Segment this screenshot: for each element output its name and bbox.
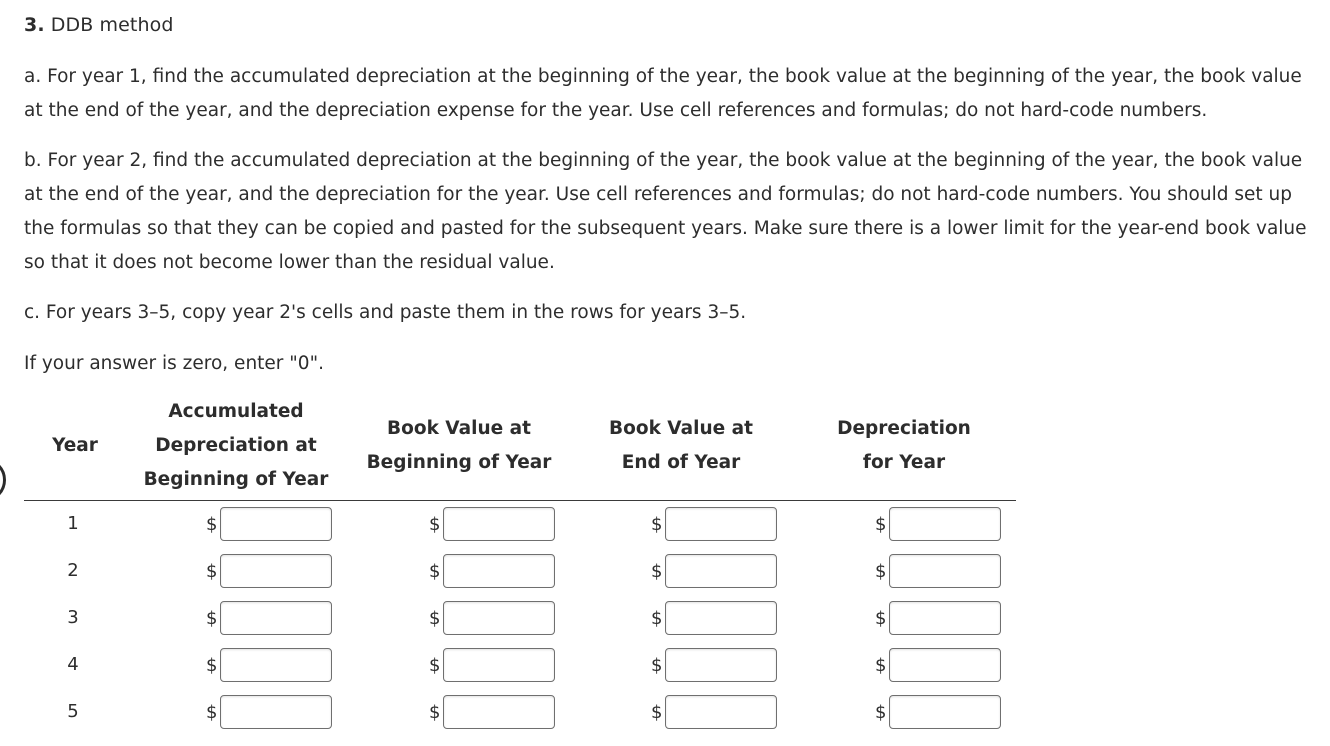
header-book-value-beginning [352, 412, 566, 480]
dollar-sign: $ [875, 655, 887, 676]
dollar-sign: $ [651, 702, 663, 723]
year-number: 2 [67, 560, 79, 581]
question-title: DDB method [50, 14, 174, 36]
dollar-sign: $ [429, 514, 441, 535]
book-value-end-input-year-3[interactable] [665, 601, 777, 635]
depreciation-input-year-2[interactable] [889, 554, 1001, 588]
accumulated-depreciation-input-year-1[interactable] [220, 507, 332, 541]
header-year [30, 429, 120, 463]
book-value-end-input-year-2[interactable] [665, 554, 777, 588]
table-row-year-2 [0, 554, 1100, 588]
part-b-instructions: b. For year 2, find the accumulated depreciation at the beginning of the year, the book value at the beginning of the year, the book value at the end of the year, and the depreciation for the year. Use cell references and formulas; do not hard-code numbers. You should set up the formulas so that they can be copied and pasted for the subsequent years. Make sure there is a lower limit for the year-end book value so that it does not become lower than the residual value. [24, 150, 1307, 273]
year-number: 5 [67, 701, 79, 722]
header-book-value-end [574, 412, 788, 480]
book-value-end-input-year-4[interactable] [665, 648, 777, 682]
depreciation-input-year-4[interactable] [889, 648, 1001, 682]
depreciation-input-year-1[interactable] [889, 507, 1001, 541]
header-line: Book Value at [609, 418, 753, 439]
question-number: 3. [24, 14, 45, 36]
table-row-year-3 [0, 601, 1100, 635]
accumulated-depreciation-input-year-3[interactable] [220, 601, 332, 635]
header-line: Beginning of Year [143, 469, 329, 490]
dollar-sign: $ [206, 514, 218, 535]
book-value-end-input-year-5[interactable] [665, 695, 777, 729]
dollar-sign: $ [429, 655, 441, 676]
dollar-sign: $ [651, 514, 663, 535]
dollar-sign: $ [429, 561, 441, 582]
dollar-sign: $ [651, 561, 663, 582]
side-circle-decoration [0, 458, 6, 502]
dollar-sign: $ [651, 655, 663, 676]
year-number: 3 [67, 607, 79, 628]
header-line: Depreciation at [155, 435, 317, 456]
table-row-year-5 [0, 695, 1100, 729]
book-value-beginning-input-year-4[interactable] [443, 648, 555, 682]
year-number: 4 [67, 654, 79, 675]
header-accumulated-depreciation [128, 395, 344, 497]
dollar-sign: $ [429, 608, 441, 629]
accumulated-depreciation-input-year-4[interactable] [220, 648, 332, 682]
dollar-sign: $ [875, 514, 887, 535]
book-value-end-input-year-1[interactable] [665, 507, 777, 541]
dollar-sign: $ [875, 561, 887, 582]
depreciation-input-year-5[interactable] [889, 695, 1001, 729]
header-depreciation-for-year [798, 412, 1010, 480]
dollar-sign: $ [429, 702, 441, 723]
dollar-sign: $ [651, 608, 663, 629]
header-line: Book Value at [387, 418, 531, 439]
dollar-sign: $ [206, 655, 218, 676]
depreciation-input-year-3[interactable] [889, 601, 1001, 635]
dollar-sign: $ [206, 702, 218, 723]
book-value-beginning-input-year-1[interactable] [443, 507, 555, 541]
book-value-beginning-input-year-5[interactable] [443, 695, 555, 729]
table-row-year-1 [0, 507, 1100, 541]
part-a-instructions: a. For year 1, find the accumulated depreciation at the beginning of the year, the book value at the beginning of the year, the book value at the end of the year, and the depreciation expense for the year. Use cell references and formulas; do not hard-code numbers. [24, 66, 1302, 121]
header-line: for Year [862, 452, 946, 473]
dollar-sign: $ [875, 702, 887, 723]
table-row-year-4 [0, 648, 1100, 682]
header-line: Depreciation [837, 418, 971, 439]
header-line: Beginning of Year [366, 452, 552, 473]
part-c-instructions: c. For years 3–5, copy year 2's cells and paste them in the rows for years 3–5. [24, 302, 747, 323]
question-heading [24, 14, 174, 36]
header-divider [24, 500, 1016, 501]
header-line: End of Year [621, 452, 741, 473]
dollar-sign: $ [206, 561, 218, 582]
header-year-text: Year [52, 435, 98, 456]
dollar-sign: $ [206, 608, 218, 629]
accumulated-depreciation-input-year-5[interactable] [220, 695, 332, 729]
year-number: 1 [67, 513, 79, 534]
accumulated-depreciation-input-year-2[interactable] [220, 554, 332, 588]
header-line: Accumulated [168, 401, 304, 422]
zero-answer-note: If your answer is zero, enter "0". [24, 353, 324, 374]
book-value-beginning-input-year-2[interactable] [443, 554, 555, 588]
dollar-sign: $ [875, 608, 887, 629]
book-value-beginning-input-year-3[interactable] [443, 601, 555, 635]
